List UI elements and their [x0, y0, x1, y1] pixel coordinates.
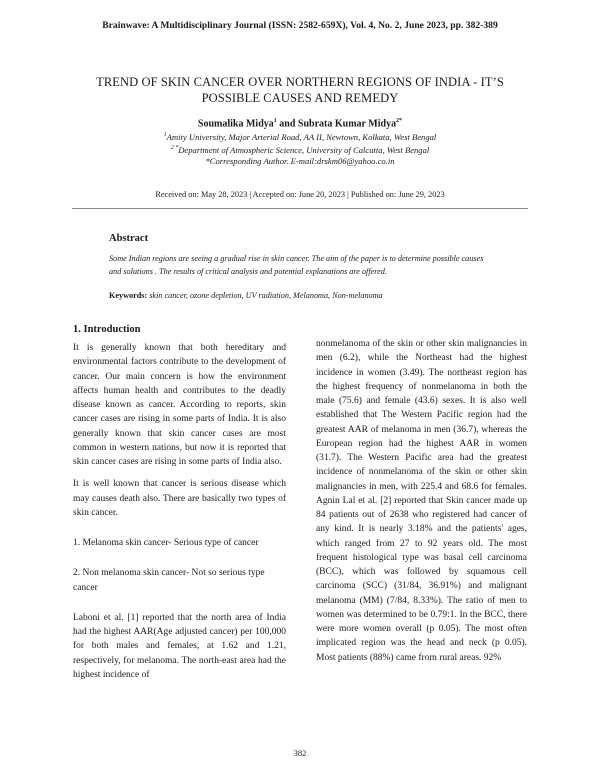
author-1: Soumalika Midya: [197, 118, 274, 130]
author-1-sup: 1: [273, 118, 277, 124]
affiliation-2-sup: 2 *: [170, 144, 179, 151]
list-item: 2. Non melanoma skin cancer- Not so serious type cancer: [73, 568, 265, 593]
author-line: [0, 118, 600, 129]
paragraph: It is generally known that both hereditary and environmental factors contribute to the development of cancer. Our main concern is how the environment affects human health and contributes to the deadly disease known as cancer. According to reports, skin cancer cases are rising in some parts of India. It is also generally known that skin cancer cases are most common in western nations, but now it is reported that skin cancer cases are rising in some parts of India also.: [73, 343, 286, 467]
affiliation-2-text: Department of Atmospheric Science, University of Calcutta, West Bengal: [178, 144, 430, 155]
publication-dates: Received on: May 28, 2023 | Accepted on: June 20, 2023 | Published on: June 29, 2023: [155, 190, 445, 199]
section-heading-introduction: 1. Introduction: [73, 324, 141, 335]
author-connector: and: [276, 118, 298, 130]
keywords-list: skin cancer, ozone depletion, UV radiation, Melanoma, Non-melanoma: [147, 291, 383, 300]
left-column: [73, 341, 286, 682]
right-column: [316, 337, 527, 665]
page-number: 382: [293, 748, 307, 758]
list-item: 1. Melanoma skin cancer- Serious type of cancer: [73, 538, 259, 548]
affiliations: [0, 130, 600, 167]
abstract-text: Some Indian regions are seeing a gradual rise in skin cancer. The aim of the paper is to determine possible causes and solutions . The results of critical analysis and potential explanations are offered.: [109, 254, 484, 276]
paragraph: Laboni et al. [1] reported that the north area of India had the highest AAR(Age adjusted cancer) per 100,000 for both males and females, at 1.62 and 1.21, respectively, for melanoma. The north-east area had the highest incidence of: [73, 612, 286, 680]
abstract-heading: Abstract: [109, 233, 149, 244]
affiliation-1: [0, 130, 600, 143]
keywords-label: Keywords:: [109, 291, 148, 300]
affiliation-1-sup: 1: [163, 132, 167, 138]
affiliation-2: [0, 143, 600, 156]
paragraph: It is well known that cancer is serious disease which may causes death also. There are basically two types of skin cancer.: [73, 479, 286, 518]
author-2: Subrata Kumar Midya: [297, 118, 397, 130]
affiliation-1-text: Amity University, Major Arterial Road, AA II, Newtown, Kolkata, West Bengal: [166, 131, 437, 142]
paragraph: nonmelanoma of the skin or other skin malignancies in men (6.2), while the Northeast had the highest incidence in women (3.49). The northeast region has the highest frequency of nonmelanoma in both the male (75.6) and female (43.6) sexes. It is also well established that The Western Pacific region had the greatest AAR of melanoma in men (36.7), whereas the European region had the highest AAR in women (31.7). The Western Pacific area had the greatest incidence of nonmelanoma of the skin or other skin malignancies in men, with 225.4 and 68.6 for females. Agnin Lal et al. [2] reported that Skin cancer made up 84 patients out of 2638 who registered had cancer of any kind. It is nearly 3.18% and the patients' ages, which ranged from 27 to 92 years old. The most frequent histological type was basal cell carcinoma (BCC), which was followed by squamous cell carcinoma (SCC) (31/84, 36.91%) and malignant melanoma (MM) (7/84, 8.33%). The ratio of men to women was determined to be 0.79:1. In the BCC, there were more women overall (p 0.05). The most often implicated region was the head and neck (p 0.05). Most patients (88%) came from rural areas. 92%: [316, 339, 527, 663]
author-2-sup: 2*: [396, 118, 403, 124]
keywords: [109, 290, 489, 302]
corresponding-author: [0, 156, 600, 167]
journal-header: Brainwave: A Multidisciplinary Journal (ISSN: 2582-659X), Vol. 4, No. 2, June 2023, pp. 382-389: [102, 20, 498, 31]
divider: [72, 208, 528, 209]
paper-title: TREND OF SKIN CANCER OVER NORTHERN REGIONS OF INDIA - IT’S POSSIBLE CAUSES AND REMEDY: [96, 75, 504, 105]
corresponding-author-text: *Corresponding Author. E-mail:drskm06@yahoo.co.in: [205, 155, 395, 166]
